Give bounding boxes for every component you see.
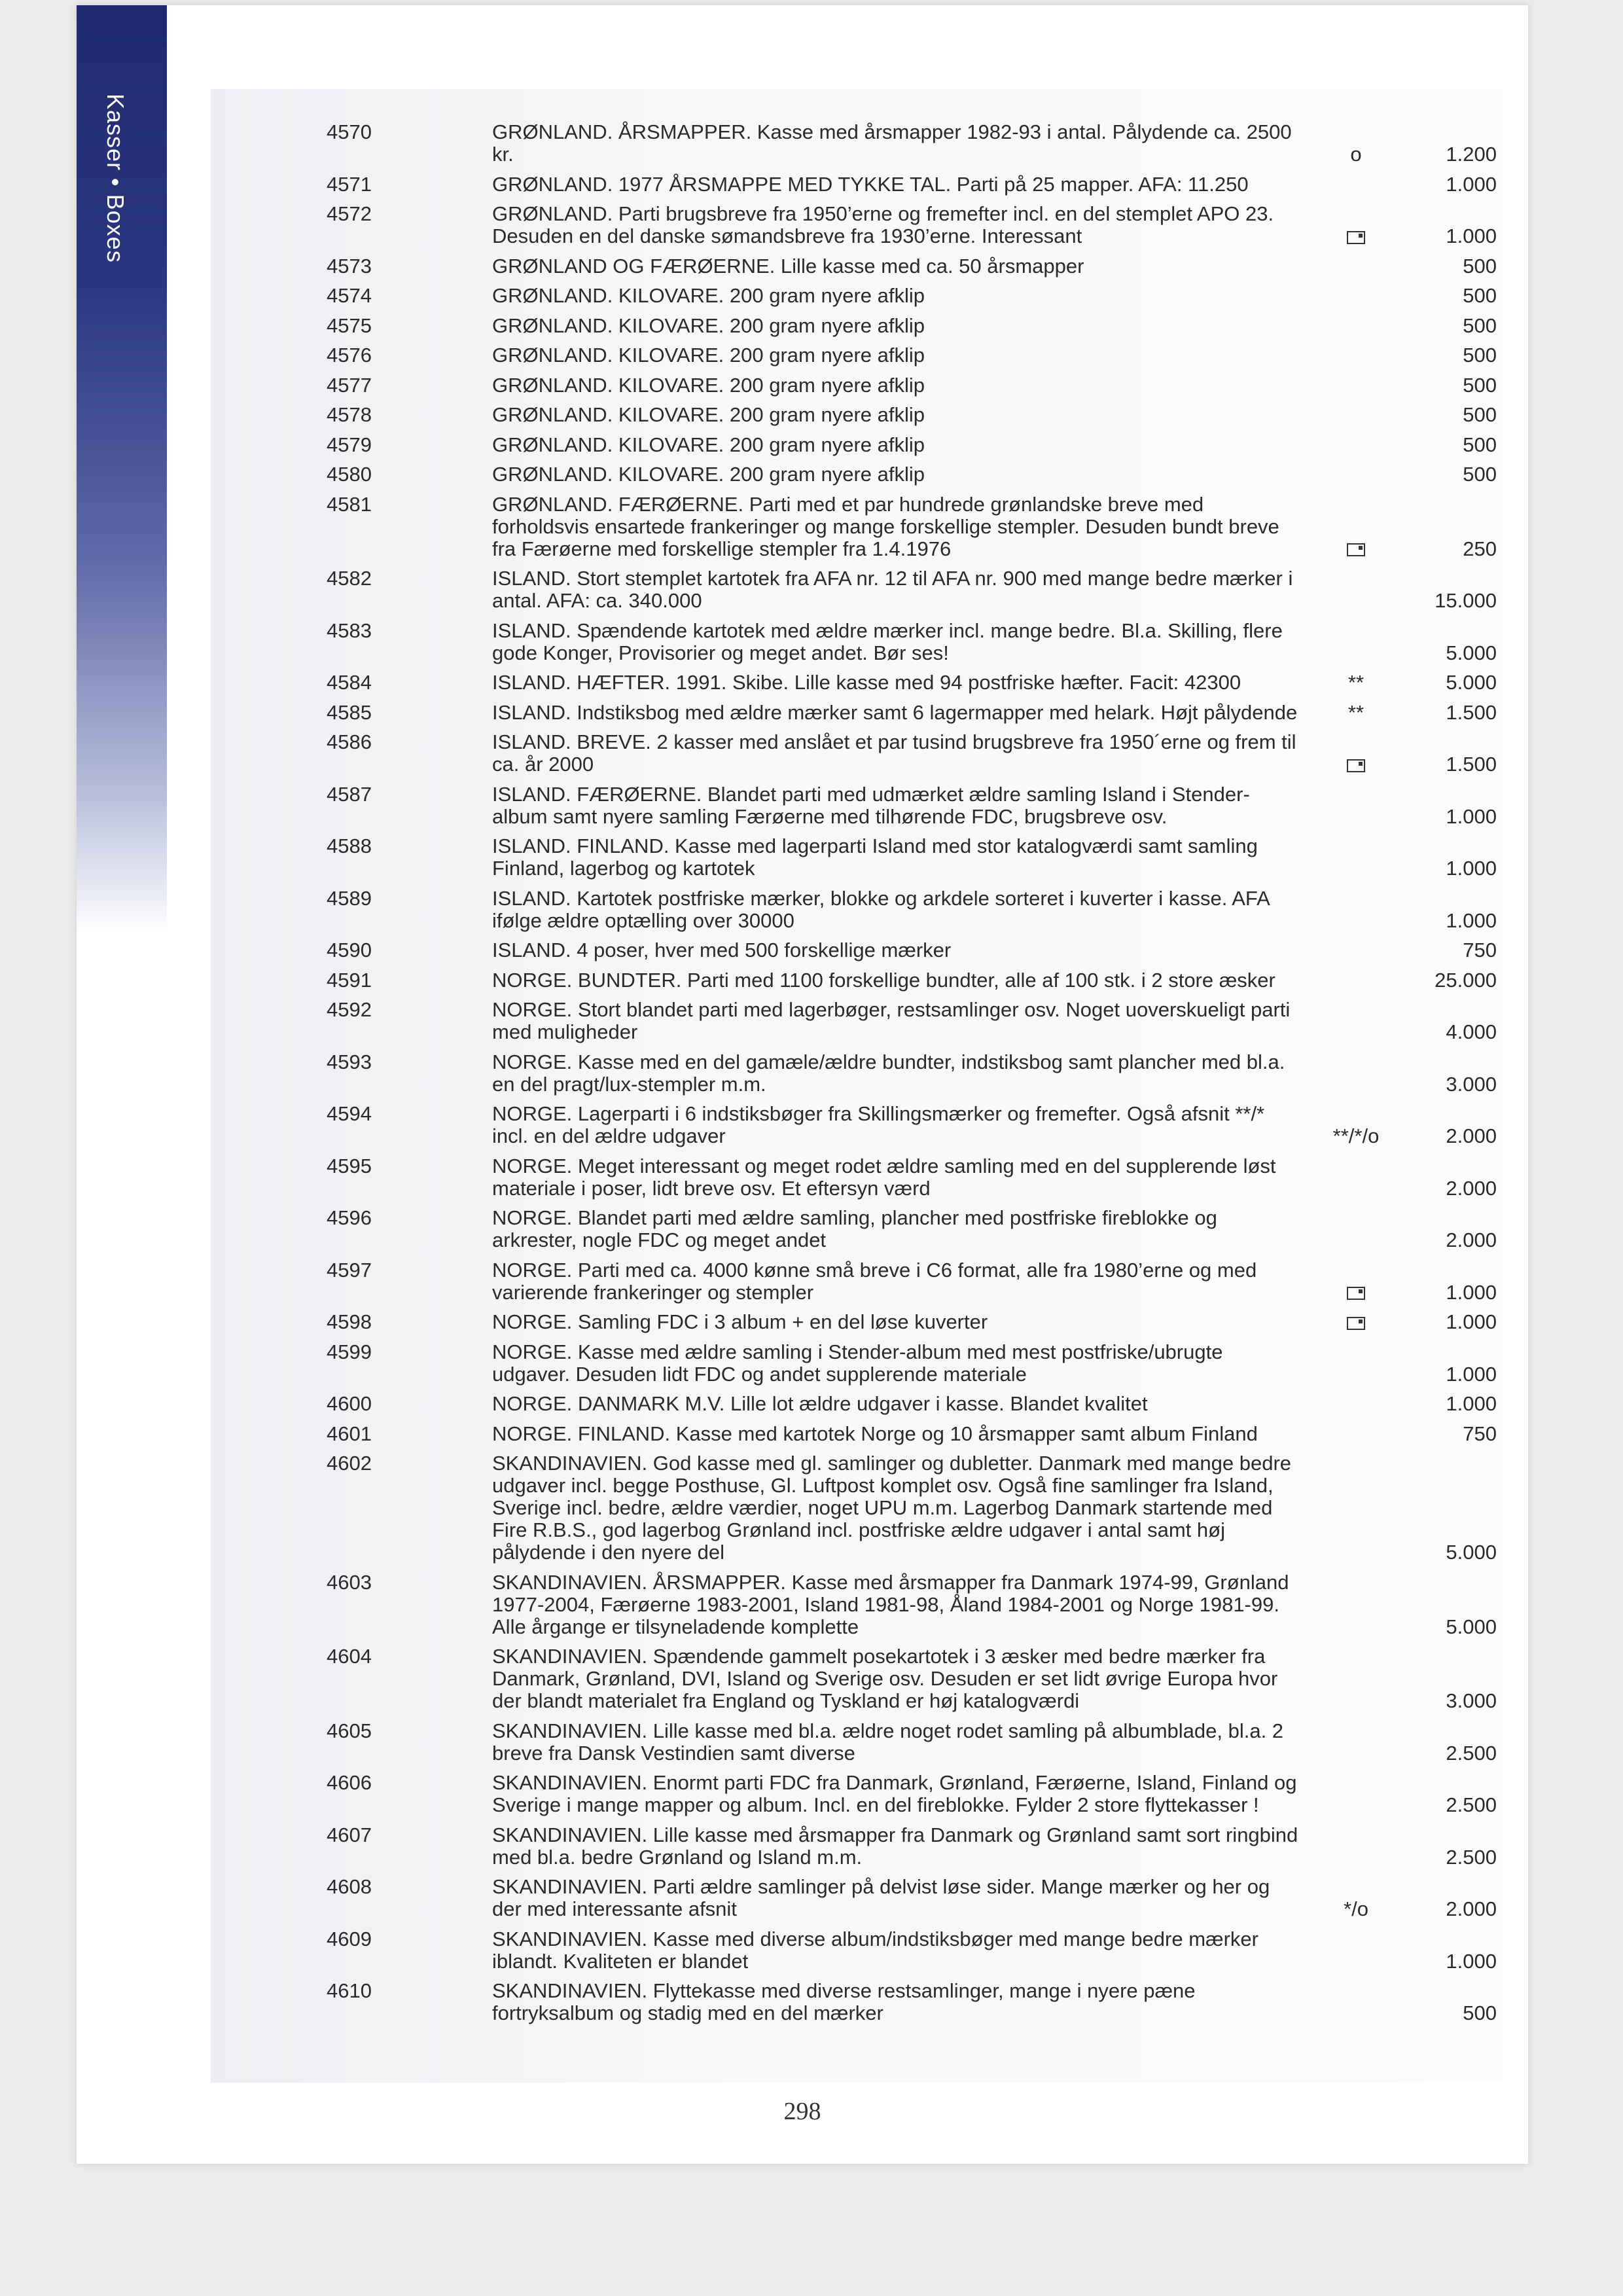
lot-description: GRØNLAND. KILOVARE. 200 gram nyere afklip — [492, 433, 925, 456]
lot-row — [211, 1259, 1503, 1304]
lot-number: 4588 — [327, 834, 372, 857]
lot-row — [211, 434, 1503, 456]
lot-row — [211, 404, 1503, 426]
lot-description: NORGE. Kasse med en del gamæle/ældre bundter, indstiksbog samt plancher med bl.a. en del pragt/lux-stempler m.m. — [492, 1050, 1285, 1096]
lot-number: 4571 — [327, 172, 372, 196]
lot-description: ISLAND. FÆRØERNE. Blandet parti med udmærket ældre samling Island i Stender-album samt nyere samling Færøerne med tilhørende FDC, brugsbreve osv. — [492, 782, 1250, 828]
lot-description: GRØNLAND OG FÆRØERNE. Lille kasse med ca. 50 årsmapper — [492, 254, 1084, 278]
lot-price: 500 — [1463, 373, 1497, 397]
lot-number: 4577 — [327, 373, 372, 397]
lot-description: SKANDINAVIEN. Enormt parti FDC fra Danmark, Grønland, Færøerne, Island, Finland og Sverige i mange mapper og album. Incl. en del fireblokke. Fylder 2 store flyttekasser ! — [492, 1771, 1297, 1816]
lot-number: 4579 — [327, 433, 372, 456]
lot-price: 15.000 — [1435, 589, 1497, 612]
lot-number: 4610 — [327, 1979, 372, 2002]
lot-description: NORGE. Samling FDC i 3 album + en del løse kuverter — [492, 1310, 988, 1333]
lot-row — [211, 255, 1503, 278]
lot-price: 4.000 — [1446, 1020, 1497, 1043]
lot-number: 4589 — [327, 886, 372, 910]
lot-description: NORGE. Lagerparti i 6 indstiksbøger fra Skillingsmærker og fremefter. Også afsnit **/* incl. en del ældre udgaver — [492, 1102, 1265, 1147]
lot-number: 4570 — [327, 120, 372, 143]
lot-price: 3.000 — [1446, 1689, 1497, 1712]
lot-number: 4593 — [327, 1050, 372, 1073]
lot-row — [211, 203, 1503, 247]
lot-description: ISLAND. 4 poser, hver med 500 forskellige mærker — [492, 939, 952, 961]
lot-description: ISLAND. BREVE. 2 kasser med anslået et par tusind brugsbreve fra 1950´erne og frem til ca. år 2000 — [492, 730, 1296, 776]
lot-price: 2.000 — [1446, 1229, 1497, 1251]
lot-price: 3.000 — [1446, 1072, 1497, 1096]
lot-description: ISLAND. HÆFTER. 1991. Skibe. Lille kasse med 94 postfriske hæfter. Facit: 42300 — [492, 671, 1241, 694]
lot-row — [211, 939, 1503, 961]
lot-list — [211, 89, 1503, 2083]
lot-row — [211, 888, 1503, 932]
lot-number: 4587 — [327, 782, 372, 806]
lot-condition — [1304, 1282, 1408, 1304]
lot-price: 1.000 — [1446, 1310, 1497, 1333]
page-number: 298 — [783, 2098, 821, 2125]
lot-number: 4575 — [327, 314, 372, 337]
lot-row — [211, 1876, 1503, 1920]
lot-price: 2.000 — [1446, 1897, 1497, 1920]
lot-row — [211, 1207, 1503, 1251]
lot-price: 1.000 — [1446, 1362, 1497, 1386]
lot-row — [211, 731, 1503, 776]
lot-row — [211, 1452, 1503, 1564]
lot-condition: ** — [1347, 671, 1364, 694]
lot-description: ISLAND. Indstiksbog med ældre mærker samt 6 lagermapper med helark. Højt pålydende — [492, 700, 1298, 724]
lot-price: 500 — [1463, 2001, 1497, 2024]
lot-price: 25.000 — [1435, 968, 1497, 992]
lot-number: 4574 — [327, 284, 372, 307]
section-tab-label: Kasser • Boxes — [102, 94, 129, 263]
lot-price: 500 — [1463, 344, 1497, 367]
lot-price: 500 — [1463, 433, 1497, 456]
lot-description: GRØNLAND. ÅRSMAPPER. Kasse med årsmapper 1982-93 i antal. Pålydende ca. 2500 kr. — [492, 120, 1292, 166]
lot-row — [211, 1571, 1503, 1638]
lot-row — [211, 1720, 1503, 1765]
lot-description: SKANDINAVIEN. Lille kasse med bl.a. ældre noget rodet samling på albumblade, bl.a. 2 breve fra Dansk Vestindien samt diverse — [492, 1719, 1284, 1765]
lot-number: 4600 — [327, 1392, 372, 1415]
cover-icon — [1347, 1317, 1365, 1330]
lot-condition: **/*/o — [1332, 1124, 1380, 1147]
lot-row — [211, 173, 1503, 196]
lot-price: 500 — [1463, 463, 1497, 486]
lot-price: 1.000 — [1446, 224, 1497, 247]
lot-description: NORGE. DANMARK M.V. Lille lot ældre udgaver i kasse. Blandet kvalitet — [492, 1392, 1148, 1415]
cover-icon — [1347, 543, 1365, 556]
lot-description: GRØNLAND. KILOVARE. 200 gram nyere afklip — [492, 284, 925, 307]
lot-number: 4592 — [327, 998, 372, 1021]
lot-price: 1.000 — [1446, 1280, 1497, 1304]
lot-price: 500 — [1463, 284, 1497, 307]
lot-row — [211, 672, 1503, 694]
lot-description: SKANDINAVIEN. Lille kasse med årsmapper fra Danmark og Grønland samt sort ringbind med bl.a. bedre Grønland og Island m.m. — [492, 1823, 1298, 1869]
lot-number: 4602 — [327, 1452, 372, 1475]
lot-row — [211, 1772, 1503, 1816]
lot-number: 4576 — [327, 344, 372, 367]
lot-number: 4603 — [327, 1570, 372, 1594]
lot-number: 4601 — [327, 1422, 372, 1445]
lot-description: NORGE. BUNDTER. Parti med 1100 forskellige bundter, alle af 100 stk. i 2 store æsker — [492, 968, 1275, 992]
lot-description: NORGE. Kasse med ældre samling i Stender-album med mest postfriske/ubrugte udgaver. Desuden lidt FDC og andet supplerende materiale — [492, 1340, 1223, 1386]
section-tab — [77, 5, 167, 935]
lot-row — [211, 493, 1503, 560]
lot-price: 1.200 — [1446, 143, 1497, 166]
lot-row — [211, 1051, 1503, 1096]
lot-description: GRØNLAND. KILOVARE. 200 gram nyere afklip — [492, 373, 925, 397]
lot-row — [211, 121, 1503, 166]
lot-price: 500 — [1463, 403, 1497, 426]
lot-number: 4590 — [327, 939, 372, 961]
lot-description: GRØNLAND. KILOVARE. 200 gram nyere afklip — [492, 403, 925, 426]
lot-row — [211, 1393, 1503, 1415]
lot-number: 4582 — [327, 567, 372, 590]
lot-number: 4572 — [327, 202, 372, 225]
lot-row — [211, 1645, 1503, 1712]
lot-number: 4580 — [327, 463, 372, 486]
lot-condition: */o — [1344, 1897, 1368, 1920]
lot-row — [211, 702, 1503, 724]
lot-price: 5.000 — [1446, 641, 1497, 664]
lot-price: 2.500 — [1446, 1741, 1497, 1765]
lot-description: NORGE. Stort blandet parti med lagerbøger, restsamlinger osv. Noget uoverskueligt parti med muligheder — [492, 998, 1291, 1043]
lot-row — [211, 783, 1503, 828]
lot-description: GRØNLAND. KILOVARE. 200 gram nyere afklip — [492, 463, 925, 486]
lot-price: 1.500 — [1446, 753, 1497, 776]
lot-row — [211, 1423, 1503, 1445]
lot-number: 4586 — [327, 730, 372, 753]
lot-number: 4599 — [327, 1340, 372, 1363]
lot-row — [211, 1824, 1503, 1869]
lot-price: 2.500 — [1446, 1845, 1497, 1869]
lot-number: 4597 — [327, 1258, 372, 1282]
lot-row — [211, 1928, 1503, 1973]
cover-icon — [1347, 759, 1365, 772]
lot-price: 1.000 — [1446, 1949, 1497, 1973]
lot-number: 4608 — [327, 1875, 372, 1898]
lot-number: 4594 — [327, 1102, 372, 1125]
lot-row — [211, 315, 1503, 337]
lot-row — [211, 1311, 1503, 1333]
lot-price: 5.000 — [1446, 671, 1497, 694]
lot-number: 4573 — [327, 254, 372, 278]
lot-number: 4581 — [327, 492, 372, 516]
lot-number: 4585 — [327, 700, 372, 724]
lot-price: 2.500 — [1446, 1793, 1497, 1816]
lot-description: NORGE. Parti med ca. 4000 kønne små breve i C6 format, alle fra 1980’erne og med varierende frankeringer og stempler — [492, 1258, 1257, 1304]
lot-row — [211, 1980, 1503, 2024]
lot-description: NORGE. Meget interessant og meget rodet ældre samling med en del supplerende løst materiale i poser, lidt breve osv. Et eftersyn værd — [492, 1154, 1276, 1200]
lot-price: 1.000 — [1446, 857, 1497, 880]
lot-price: 2.000 — [1446, 1176, 1497, 1200]
lot-description: SKANDINAVIEN. ÅRSMAPPER. Kasse med årsmapper fra Danmark 1974-99, Grønland 1977-2004, Færøerne 1983-2001, Island 1981-98, Åland 1984-2001 og Norge 1981-99. Alle årgange er tilsyneladende komplette — [492, 1570, 1289, 1638]
lot-price: 500 — [1463, 314, 1497, 337]
lot-price: 1.000 — [1446, 908, 1497, 932]
lot-description: SKANDINAVIEN. Flyttekasse med diverse restsamlinger, mange i nyere pæne fortryksalbum og stadig med en del mærker — [492, 1979, 1196, 2024]
lot-description: GRØNLAND. Parti brugsbreve fra 1950’erne og fremefter incl. en del stemplet APO 23. Desuden en del danske sømandsbreve fra 1930’erne. Interessant — [492, 202, 1274, 247]
lot-price: 2.000 — [1446, 1124, 1497, 1147]
lot-description: ISLAND. Kartotek postfriske mærker, blokke og arkdele sorteret i kuverter i kasse. AFA ifølge ældre optælling over 30000 — [492, 886, 1270, 932]
lot-condition — [1304, 538, 1408, 560]
lot-price: 250 — [1463, 537, 1497, 560]
lot-number: 4609 — [327, 1927, 372, 1950]
lot-row — [211, 969, 1503, 992]
lot-row — [211, 835, 1503, 880]
lot-description: GRØNLAND. FÆRØERNE. Parti med et par hundrede grønlandske breve med forholdsvis ensartede frankeringer og mange forskellige stempler. Desuden bundt breve fra Færøerne med forskellige stempler fra 1.4.1976 — [492, 492, 1279, 560]
lot-condition — [1304, 225, 1408, 247]
lot-condition: o — [1350, 143, 1362, 166]
lot-description: ISLAND. Stort stemplet kartotek fra AFA nr. 12 til AFA nr. 900 med mange bedre mærker i antal. AFA: ca. 340.000 — [492, 567, 1293, 612]
lot-description: GRØNLAND. 1977 ÅRSMAPPE MED TYKKE TAL. Parti på 25 mapper. AFA: 11.250 — [492, 172, 1249, 196]
lot-number: 4606 — [327, 1771, 372, 1794]
lot-number: 4605 — [327, 1719, 372, 1742]
lot-row — [211, 1155, 1503, 1200]
lot-description: SKANDINAVIEN. God kasse med gl. samlinger og dubletter. Danmark med mange bedre udgaver incl. begge Posthuse, Gl. Luftpost komplet osv. Også fine samlinger fra Island, Sverige incl. bedre, ældre værdier, noget UPU m.m. Lagerbog Danmark startende med Fire R.B.S., god lagerbog Grønland incl. postfriske ældre udgaver i antal samt høj pålydende i den nyere del — [492, 1452, 1292, 1564]
lot-description: ISLAND. Spændende kartotek med ældre mærker incl. mange bedre. Bl.a. Skilling, flere gode Konger, Provisorier og meget andet. Bør ses! — [492, 619, 1283, 664]
lot-row — [211, 1103, 1503, 1147]
lot-price: 1.000 — [1446, 1392, 1497, 1415]
lot-row — [211, 620, 1503, 664]
lot-price: 5.000 — [1446, 1615, 1497, 1638]
lot-number: 4584 — [327, 671, 372, 694]
lot-price: 500 — [1463, 254, 1497, 278]
lot-description: SKANDINAVIEN. Kasse med diverse album/indstiksbøger med mange bedre mærker iblandt. Kvaliteten er blandet — [492, 1927, 1258, 1973]
lot-price: 5.000 — [1446, 1541, 1497, 1564]
lot-description: SKANDINAVIEN. Spændende gammelt posekartotek i 3 æsker med bedre mærker fra Danmark, Grønland, DVI, Island og Sverige osv. Desuden er set lidt øvrige Europa hvor der blandt materialet fra England og Tyskland er høj katalogværdi — [492, 1645, 1278, 1712]
lot-number: 4578 — [327, 403, 372, 426]
lot-number: 4591 — [327, 968, 372, 992]
lot-number: 4596 — [327, 1206, 372, 1229]
lot-condition — [1304, 1311, 1408, 1333]
lot-price: 1.000 — [1446, 172, 1497, 196]
lot-row — [211, 999, 1503, 1043]
lot-price: 750 — [1463, 939, 1497, 961]
lot-number: 4583 — [327, 619, 372, 642]
lot-condition: ** — [1347, 700, 1364, 724]
cover-icon — [1347, 231, 1365, 244]
lot-price: 1.000 — [1446, 804, 1497, 828]
lot-description: NORGE. FINLAND. Kasse med kartotek Norge og 10 årsmapper samt album Finland — [492, 1422, 1258, 1445]
lot-description: GRØNLAND. KILOVARE. 200 gram nyere afklip — [492, 314, 925, 337]
lot-price: 750 — [1463, 1422, 1497, 1445]
lot-row — [211, 285, 1503, 307]
lot-number: 4607 — [327, 1823, 372, 1846]
lot-number: 4598 — [327, 1310, 372, 1333]
lot-row — [211, 1341, 1503, 1386]
lot-description: GRØNLAND. KILOVARE. 200 gram nyere afklip — [492, 344, 925, 367]
lot-condition — [1304, 753, 1408, 776]
lot-number: 4604 — [327, 1645, 372, 1668]
lot-row — [211, 344, 1503, 367]
lot-description: SKANDINAVIEN. Parti ældre samlinger på delvist løse sider. Mange mærker og her og der med interessante afsnit — [492, 1875, 1270, 1920]
lot-number: 4595 — [327, 1154, 372, 1177]
lot-price: 1.500 — [1446, 700, 1497, 724]
lot-row — [211, 463, 1503, 486]
lot-row — [211, 567, 1503, 612]
catalogue-page — [77, 5, 1528, 2164]
cover-icon — [1347, 1287, 1365, 1300]
lot-row — [211, 374, 1503, 397]
lot-description: NORGE. Blandet parti med ældre samling, plancher med postfriske fireblokke og arkrester, nogle FDC og meget andet — [492, 1206, 1217, 1251]
lot-description: ISLAND. FINLAND. Kasse med lagerparti Island med stor katalogværdi samt samling Finland, lagerbog og kartotek — [492, 834, 1258, 880]
